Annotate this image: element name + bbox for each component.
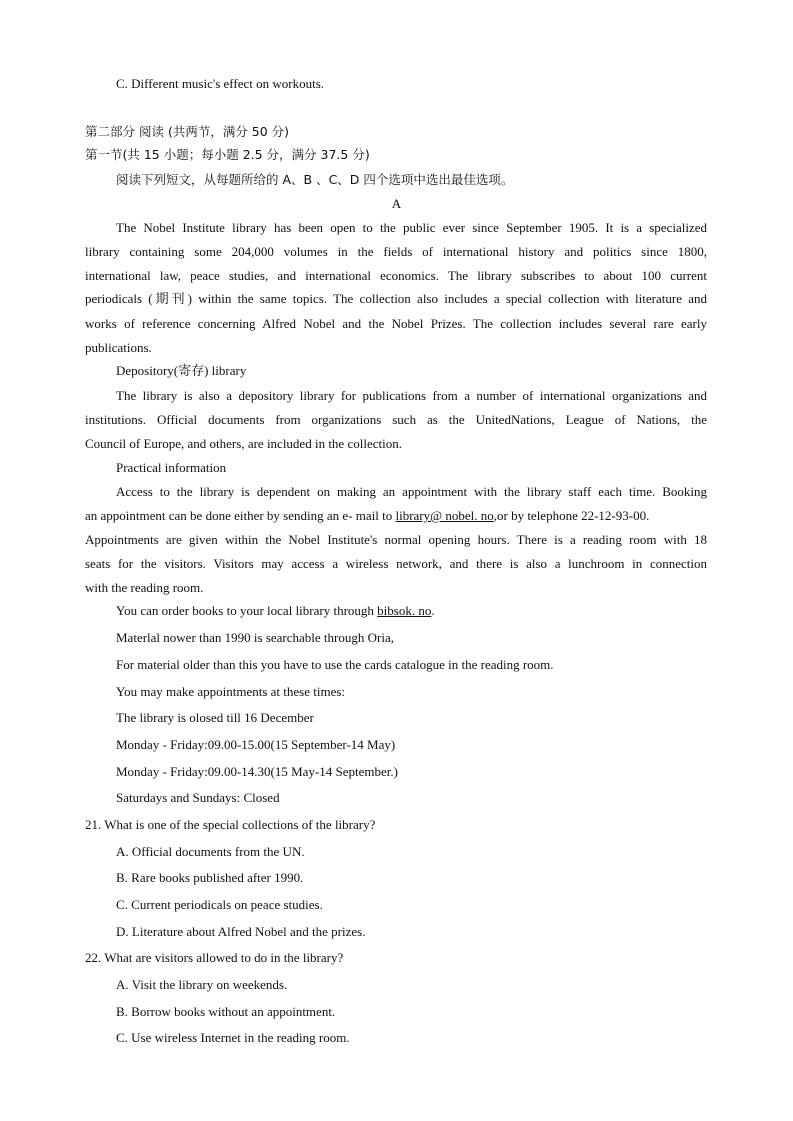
info-line: For material older than this you have to use the cards catalogue in the reading room. — [116, 657, 554, 672]
question-21: 21. What is one of the special collections of the library? — [85, 817, 376, 832]
paragraph-line: Appointments are given within the Nobel Institute's normal opening hours. There is a reading room with 18 — [85, 532, 707, 547]
info-line: Monday - Friday:09.00-15.00(15 September-14 May) — [116, 737, 396, 752]
paragraph-line: library containing some 204,000 volumes in the fields of international history and politics since 1800, — [85, 244, 707, 259]
q22-option-b: B. Borrow books without an appointment. — [116, 1004, 336, 1019]
text: You can order books to your local library through — [116, 603, 378, 618]
part-heading: 第二部分 阅读 (共两节，满分 50 分) — [85, 124, 290, 139]
q22-option-c: C. Use wireless Internet in the reading room. — [116, 1030, 350, 1045]
section-heading: 第一节(共 15 小题；每小题 2.5 分，满分 37.5 分) — [85, 147, 370, 162]
q21-option-a: A. Official documents from the UN. — [116, 844, 305, 859]
info-line: Monday - Friday:09.00-14.30(15 May-14 September.) — [116, 764, 398, 779]
option-c-previous: C. Different music's effect on workouts. — [116, 76, 325, 91]
q21-option-b: B. Rare books published after 1990. — [116, 870, 304, 885]
q21-option-d: D. Literature about Alfred Nobel and the prizes. — [116, 924, 366, 939]
question-22: 22. What are visitors allowed to do in the library? — [85, 950, 344, 965]
paragraph-line: publications. — [85, 340, 152, 355]
paragraph-line: institutions. Official documents from organizations such as the UnitedNations, League of Nations, the — [85, 412, 707, 427]
instructions: 阅读下列短文，从每题所给的 A、B 、C、D 四个选项中选出最佳选项。 — [116, 172, 514, 187]
depository-heading: Depository(寄存) library — [116, 363, 247, 378]
paragraph-line: international law, peace studies, and international economics. The library subscribes to about 100 current — [85, 268, 707, 283]
paragraph-line: Council of Europe, and others, are included in the collection. — [85, 436, 402, 451]
info-line: The library is olosed till 16 December — [116, 710, 314, 725]
paragraph-line: Access to the library is dependent on making an appointment with the library staff each time. Booking — [116, 484, 707, 499]
paragraph-line: The library is also a depository library for publications from a number of international organizations and — [116, 388, 707, 403]
info-line: Materlal nower than 1990 is searchable through Oria, — [116, 630, 394, 645]
bibsok-link[interactable]: bibsok. no — [377, 603, 432, 618]
email-link[interactable]: library@ nobel. no — [395, 508, 494, 523]
paragraph-line: periodicals (期刊) within the same topics. The collection also includes a special collection with literature and — [85, 291, 707, 306]
passage-label: A — [391, 196, 402, 211]
q21-option-c: C. Current periodicals on peace studies. — [116, 897, 323, 912]
paragraph-line: seats for the visitors. Visitors may access a wireless network, and there is also a lunchroom in connection — [85, 556, 707, 571]
practical-heading: Practical information — [116, 460, 227, 475]
paragraph-line: works of reference concerning Alfred Nobel and the Nobel Prizes. The collection includes several rare early — [85, 316, 707, 331]
paragraph-line: with the reading room. — [85, 580, 204, 595]
paragraph-line: The Nobel Institute library has been open to the public ever since September 1905. It is a specialized — [116, 220, 707, 235]
q22-option-a: A. Visit the library on weekends. — [116, 977, 288, 992]
text: ,or by telephone 22-12-93-00. — [493, 508, 650, 523]
info-line: Saturdays and Sundays: Closed — [116, 790, 280, 805]
info-line: You may make appointments at these times: — [116, 684, 346, 699]
order-line — [116, 603, 435, 619]
text: an appointment can be done either by sending an e- mail to — [85, 508, 396, 523]
text: . — [431, 603, 435, 618]
paragraph-line — [85, 504, 707, 528]
